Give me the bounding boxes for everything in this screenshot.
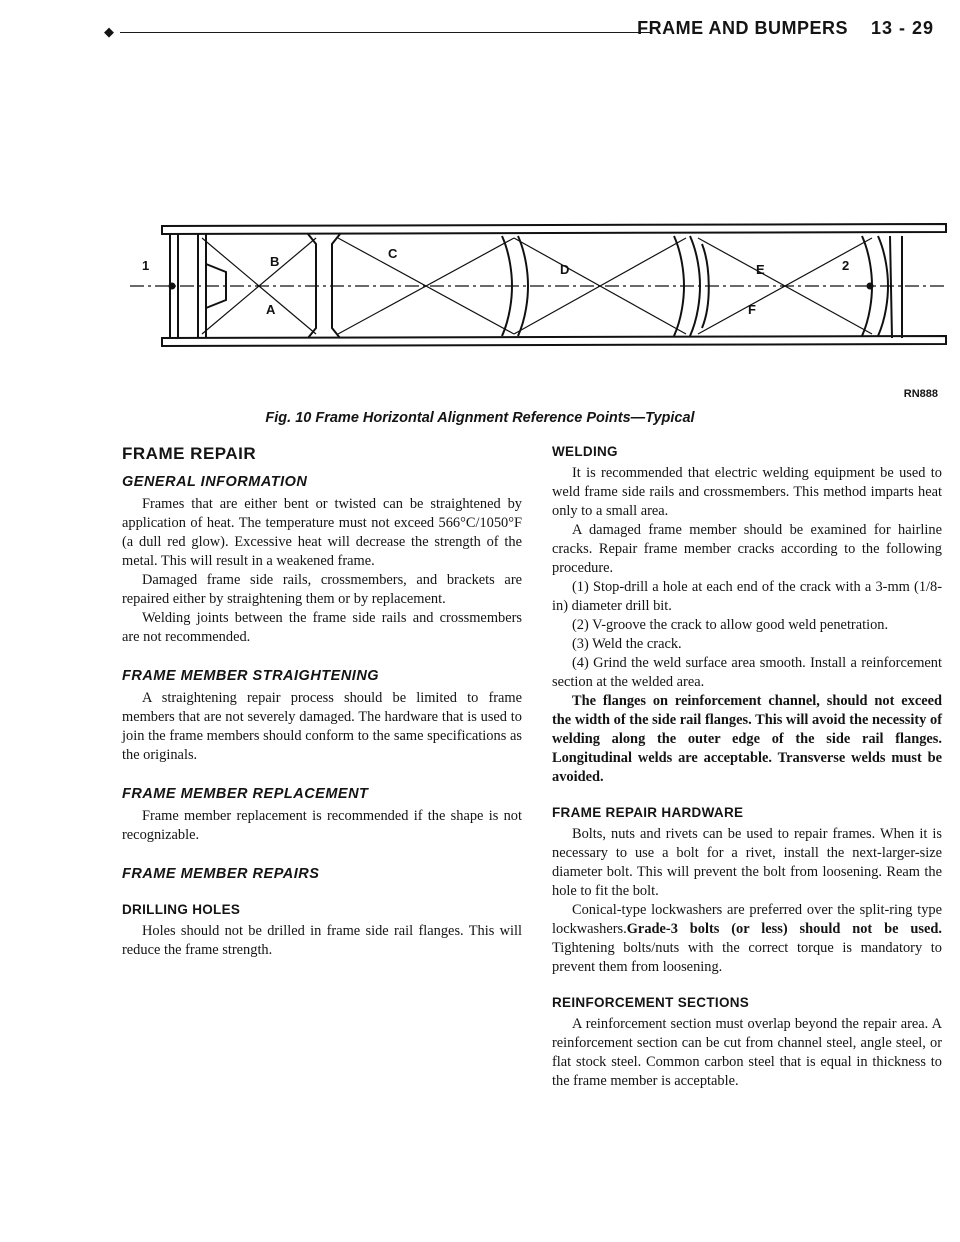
procedure-step: (4) Grind the weld surface area smooth. Install a reinforcement section at the welded area. [552,655,942,690]
figure-id: RN888 [903,388,938,400]
page-header [0,0,960,60]
welding-heading: WELDING [552,444,618,459]
diamond-bullet-icon: ◆ [104,25,114,40]
fig-label-a: A [266,302,276,317]
frame-diagram [120,214,950,364]
replacement-heading: FRAME MEMBER REPLACEMENT [122,786,369,802]
fig-label-f: F [748,302,756,317]
paragraph: A straightening repair process should be limited to frame members that are not severely damaged. The hardware that is used to join the frame members should conform to the same specifications as the originals. [122,690,522,763]
fig-label-1: 1 [142,258,150,273]
procedure-step: (2) V-groove the crack to allow good weld penetration. [572,617,889,633]
bold-text-run: Grade-3 bolts (or less) should not be used. [626,921,942,937]
paragraph: Welding joints between the frame side rails and crossmembers are not recommended. [122,610,522,645]
paragraph: A reinforcement section must overlap beyond the repair area. A reinforcement section can be cut from channel steel, angle steel, or flat stock steel. Common carbon steel that is equal in thickness to the frame member is acceptable. [552,1016,942,1089]
hardware-heading: FRAME REPAIR HARDWARE [552,805,744,820]
paragraph: Damaged frame side rails, crossmembers, and brackets are repaired either by straightening them or by replacement. [122,572,522,607]
paragraph: Frames that are either bent or twisted can be straightened by application of heat. The temperature must not exceed 566°C/1050°F (a dull red glow). Excessive heat will decrease the strength of the metal. This will result in a weakened frame. [122,496,522,569]
fig-label-b: B [270,254,280,269]
fig-label-d: D [560,262,570,277]
text-run: Conical-type lockwashers are preferred over the split-ring type lockwashers. [552,902,942,937]
header-rule [120,32,650,33]
paragraph: A damaged frame member should be examined for hairline cracks. Repair frame member cracks according to the following procedure. [552,522,942,576]
general-information-heading: GENERAL INFORMATION [122,474,308,490]
fig-label-e: E [756,262,765,277]
repairs-heading: FRAME MEMBER REPAIRS [122,866,320,882]
drilling-holes-heading: DRILLING HOLES [122,902,241,917]
frame-repair-heading: FRAME REPAIR [122,444,257,463]
fig-label-2: 2 [842,258,850,273]
paragraph: Frame member replacement is recommended if the shape is not recognizable. [122,808,522,843]
reference-point-1 [169,283,176,290]
paragraph: It is recommended that electric welding equipment be used to weld frame side rails and crossmembers. This method imparts heat only to a small area. [552,465,942,519]
reinforcement-heading: REINFORCEMENT SECTIONS [552,995,750,1010]
frame-alignment-figure [120,214,950,364]
paragraph: Bolts, nuts and rivets can be used to repair frames. When it is necessary to use a bolt for a rivet, install the next-larger-size diameter bolt. This will prevent the bolt from loosening. Ream the hole to fit the bolt. [552,826,942,899]
text-run: Tightening bolts/nuts with the correct torque is mandatory to prevent them from loosening. [552,940,942,975]
left-column [122,438,522,960]
page-number: 13 - 29 [870,18,934,38]
paragraph [552,901,942,977]
straightening-heading: FRAME MEMBER STRAIGHTENING [122,668,380,684]
right-column [552,438,942,1091]
procedure-step: (1) Stop-drill a hole at each end of the crack with a 3-mm (1/8-in) diameter drill bit. [552,579,942,614]
paragraph: Holes should not be drilled in frame side rail flanges. This will reduce the frame strength. [122,923,522,958]
header-title: FRAME AND BUMPERS [637,18,848,38]
warning-paragraph: The flanges on reinforcement channel, should not exceed the width of the side rail flanges. This will avoid the necessity of welding along the outer edge of the side rail flanges. Longitudinal welds are acceptable. Transverse welds must be avoided. [552,693,942,785]
procedure-step: (3) Weld the crack. [572,636,682,652]
reference-point-2 [867,283,874,290]
figure-caption: Fig. 10 Frame Horizontal Alignment Reference Points—Typical [265,410,695,426]
fig-label-c: C [388,246,398,261]
